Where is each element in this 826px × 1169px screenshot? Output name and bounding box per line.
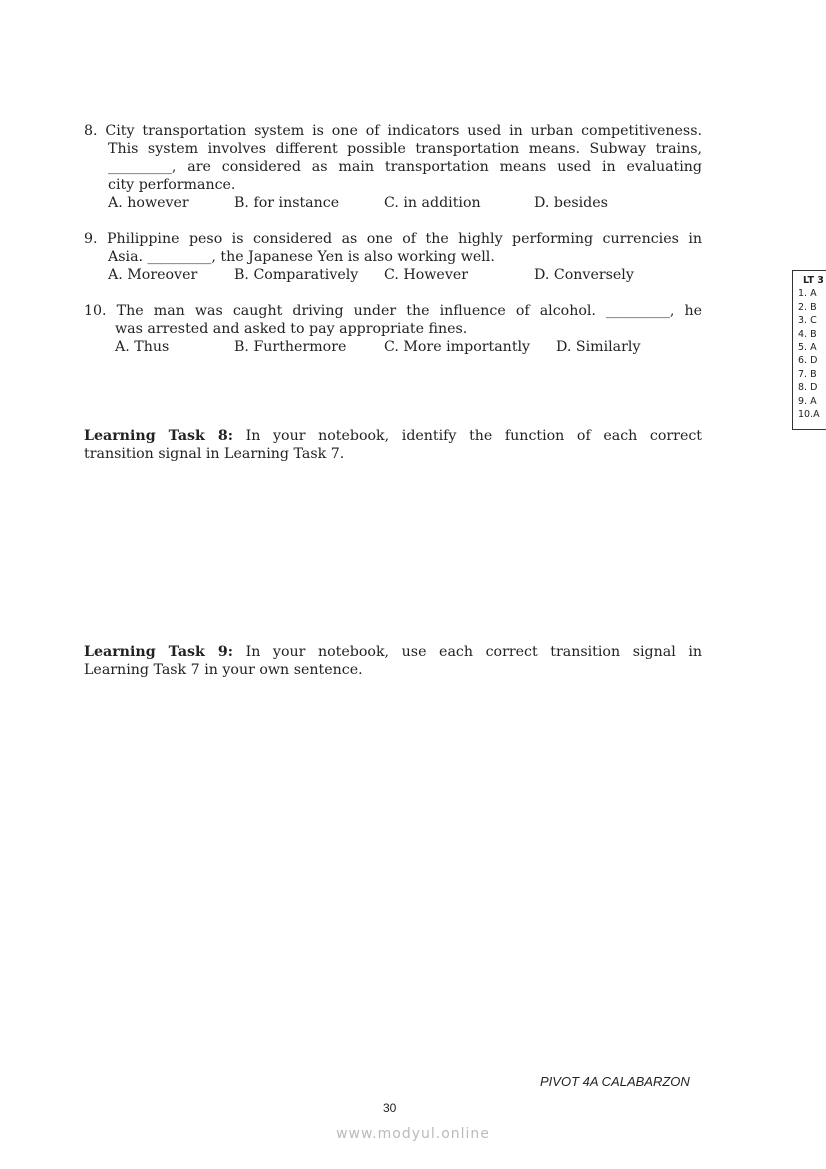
question-9-option-c: C. However (384, 267, 469, 283)
question-8-option-d: D. besides (534, 195, 608, 211)
learning-task-8-line-2: transition signal in Learning Task 7. (84, 446, 345, 462)
watermark: www.modyul.online (336, 1126, 490, 1142)
answer-key-item: 9. A (798, 395, 817, 407)
question-10-line-2: was arrested and asked to pay appropriate fines. (115, 321, 468, 337)
question-9-line-1: 9. Philippine peso is considered as one of the highly performing currencies in (84, 231, 702, 247)
answer-key-item: 7. B (798, 368, 817, 380)
learning-task-8-line-1 (84, 427, 702, 445)
question-10-option-b: B. Furthermore (234, 339, 347, 355)
footer-program: PIVOT 4A CALABARZON (540, 1074, 690, 1089)
question-10-option-c: C. More importantly (384, 339, 531, 355)
answer-key-item: 8. D (798, 382, 818, 394)
question-8-line-3: _________, are considered as main transportation means used in evaluating (108, 159, 702, 175)
answer-key-item: 10.A (798, 409, 820, 421)
answer-key-item: 1. A (798, 288, 817, 300)
learning-task-9-text: In your notebook, use each correct transition signal in (245, 644, 703, 660)
page-number: 30 (383, 1101, 397, 1115)
learning-task-9-line-1 (84, 643, 702, 661)
question-8-line-4: city performance. (108, 177, 236, 193)
question-8-option-c: C. in addition (384, 195, 481, 211)
learning-task-8-label: Learning Task 8: (84, 428, 234, 444)
question-9-line-2: Asia. _________, the Japanese Yen is also working well. (108, 249, 495, 265)
learning-task-9-line-2: Learning Task 7 in your own sentence. (84, 662, 363, 678)
answer-key-item: 2. B (798, 301, 817, 313)
answer-key-item: 5. A (798, 342, 817, 354)
question-8-option-a: A. however (108, 195, 189, 211)
answer-key-item: 3. C (798, 315, 817, 327)
question-9-option-a: A. Moreover (108, 267, 198, 283)
answer-key-item: 6. D (798, 355, 818, 367)
question-9-option-d: D. Conversely (534, 267, 634, 283)
question-10-option-d: D. Similarly (556, 339, 641, 355)
question-10-option-a: A. Thus (115, 339, 170, 355)
learning-task-9-label: Learning Task 9: (84, 644, 233, 660)
question-8-line-1: 8. City transportation system is one of indicators used in urban competitiveness. (84, 123, 702, 139)
question-9-option-b: B. Comparatively (234, 267, 359, 283)
learning-task-8-text: In your notebook, identify the function of each correct (245, 428, 702, 444)
answer-key-title: LT 3 (803, 275, 824, 286)
answer-key-item: 4. B (798, 328, 817, 340)
question-10-line-1: 10. The man was caught driving under the influence of alcohol. _________, he (84, 303, 702, 319)
answer-key-box (792, 270, 826, 430)
question-8-option-b: B. for instance (234, 195, 340, 211)
question-8-line-2: This system involves different possible transportation means. Subway trains, (108, 141, 702, 157)
